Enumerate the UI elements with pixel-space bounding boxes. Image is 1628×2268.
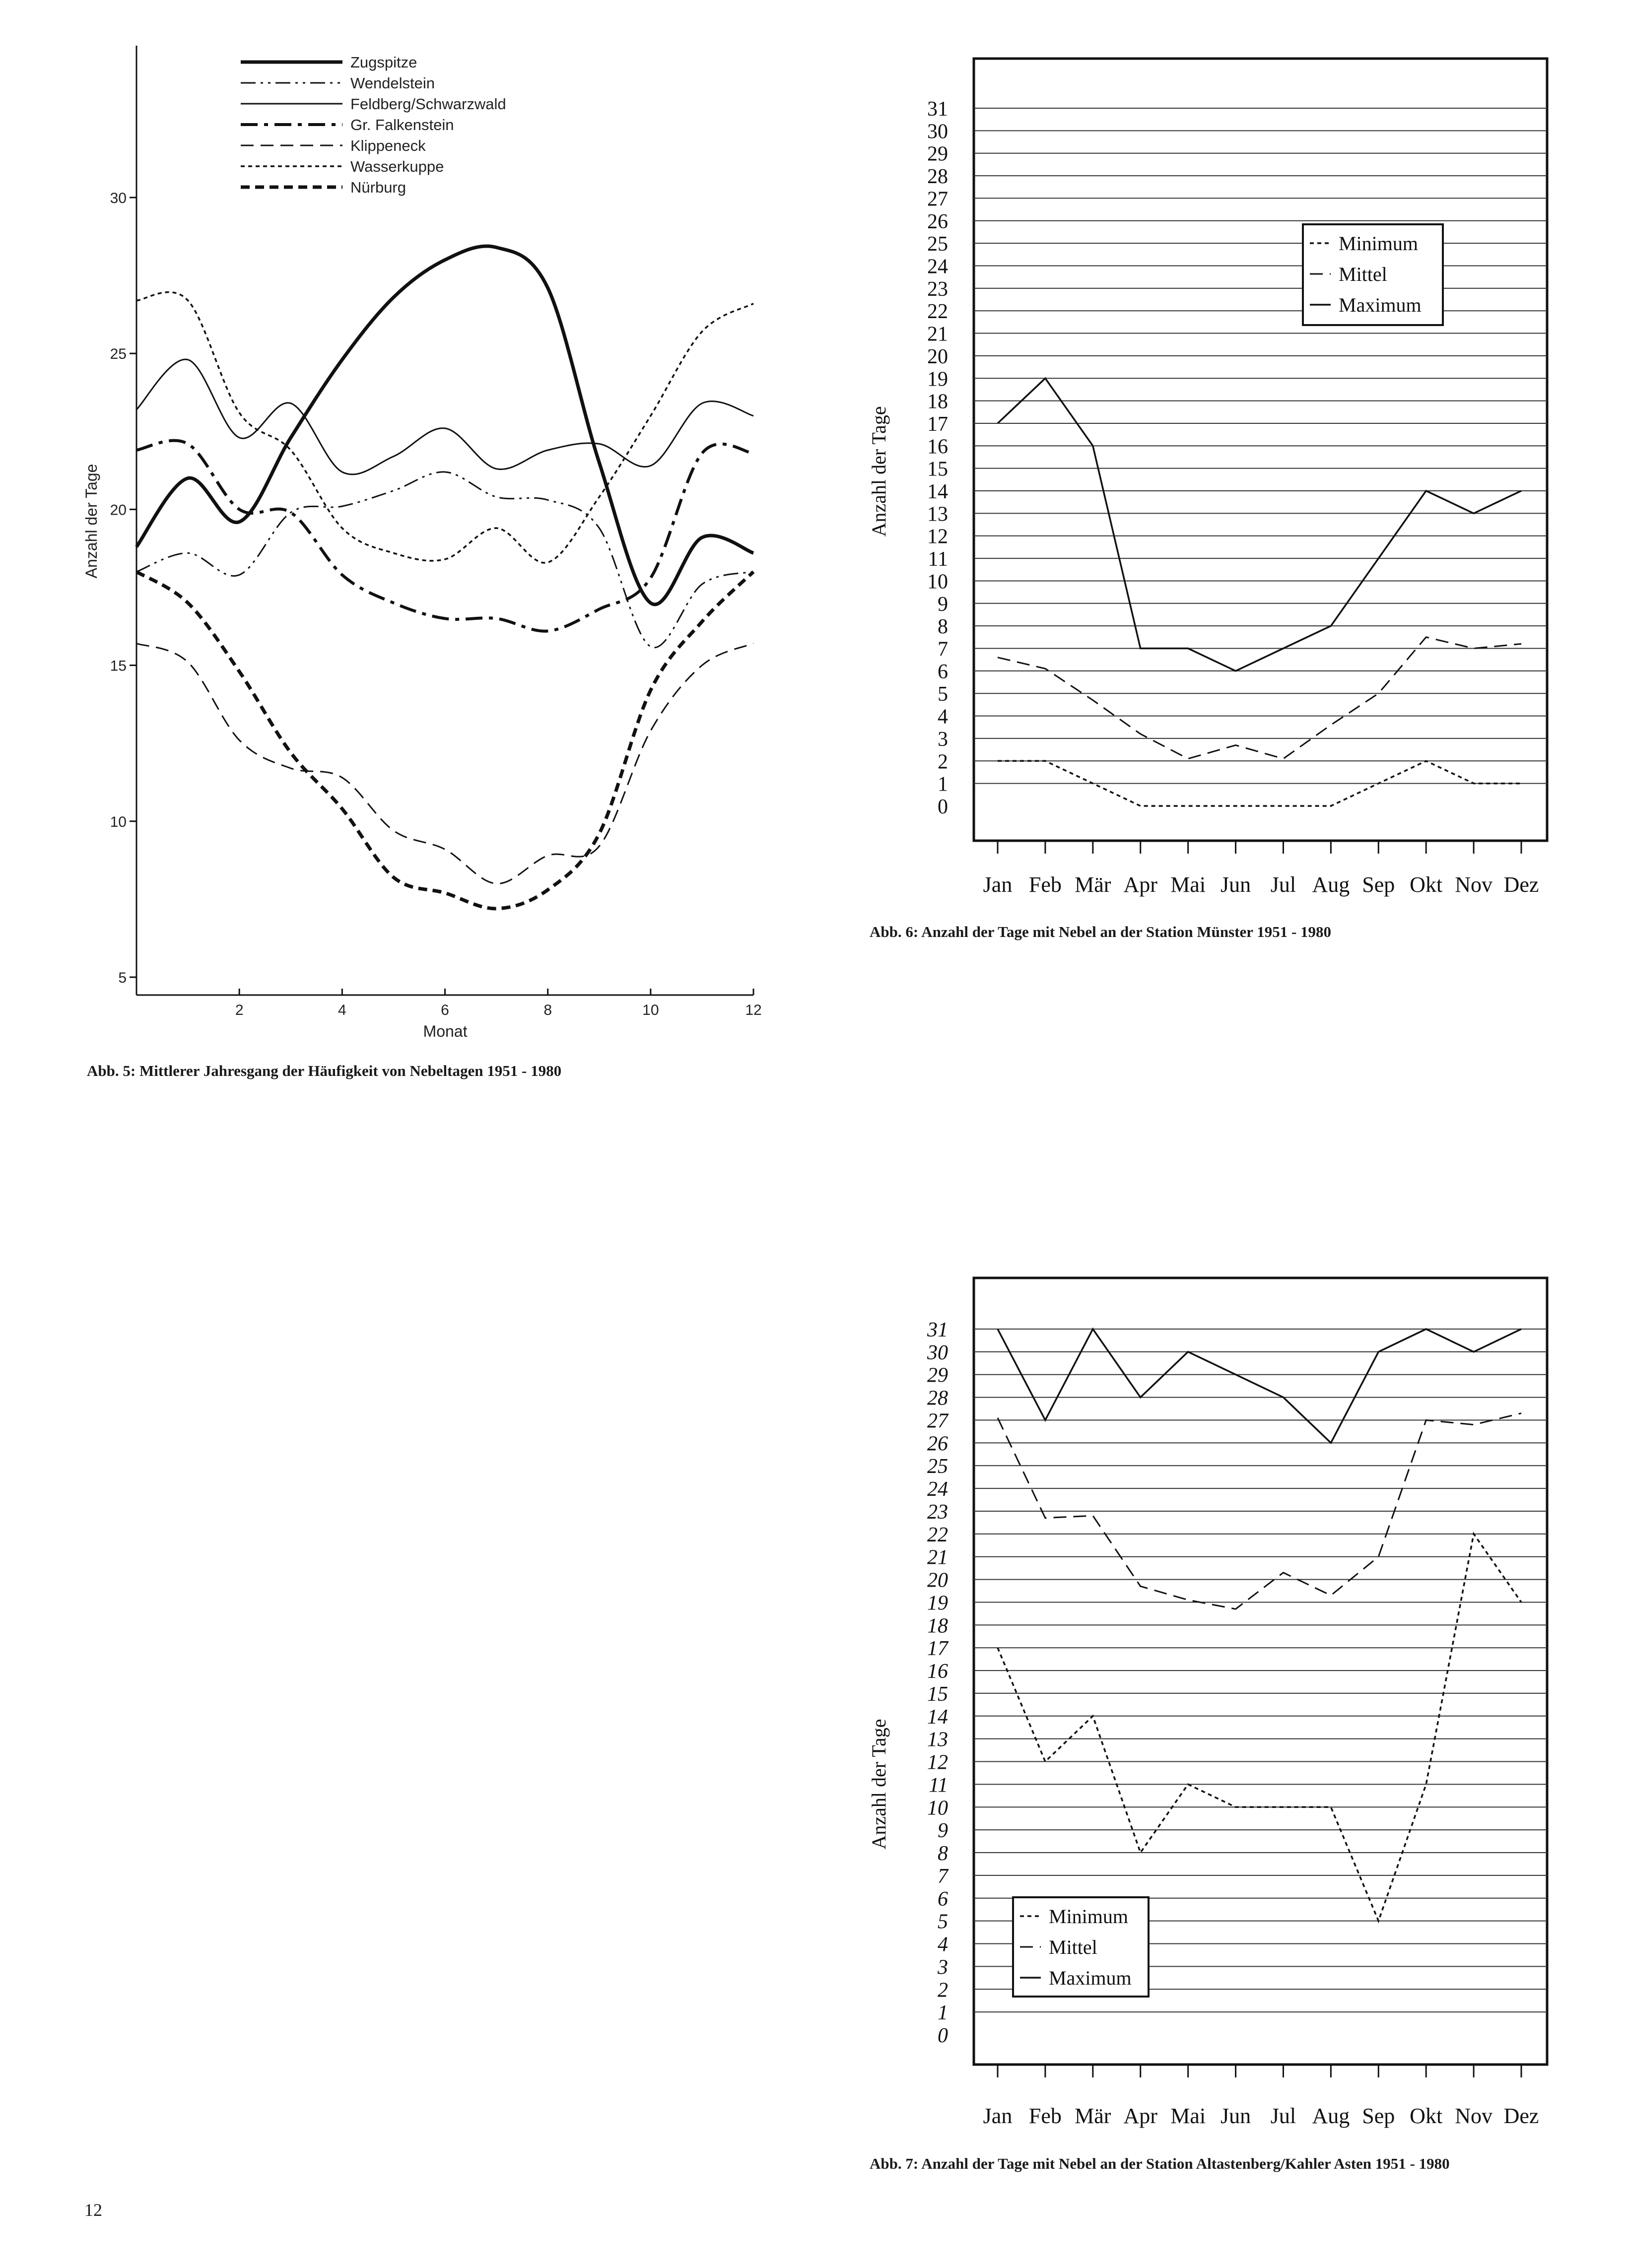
figure7-y-tick-label: 3 <box>938 1956 948 1979</box>
figure7-y-tick-label: 19 <box>927 1592 948 1615</box>
figure7-y-tick-label: 12 <box>927 1751 948 1774</box>
figure6-y-tick-label: 7 <box>938 638 948 661</box>
figure7-y-tick-label: 31 <box>927 1319 948 1341</box>
figure7-y-tick-label: 10 <box>927 1797 948 1820</box>
figure7-y-tick-label: 8 <box>938 1842 948 1866</box>
figure6-y-tick-label: 30 <box>927 120 948 143</box>
figure7-legend <box>1013 1897 1149 1997</box>
figure7-y-tick-label: 7 <box>938 1865 948 1888</box>
figure6-y-tick-label: 21 <box>927 323 948 346</box>
figure6-x-tick-label: Jun <box>1220 872 1251 897</box>
figure7-x-tick-label: Mai <box>1170 2104 1206 2128</box>
figure6-y-tick-label: 4 <box>938 705 948 729</box>
figure6-y-tick-label: 16 <box>927 435 948 459</box>
figure5-y-tick-label: 30 <box>110 190 127 206</box>
figure6-y-tick-label: 1 <box>938 773 948 796</box>
figure7-y-axis-label: Anzahl der Tage <box>868 1719 890 1850</box>
figure6-x-tick-label: Dez <box>1503 872 1539 897</box>
figure6-y-tick-label: 12 <box>927 525 948 548</box>
figure6-x-tick-label: Okt <box>1410 872 1443 897</box>
figure7-y-tick-label: 16 <box>927 1660 948 1683</box>
figure6-x-tick-label: Jul <box>1270 872 1296 897</box>
figure6-legend <box>1303 224 1443 325</box>
figure6-caption: Abb. 6: Anzahl der Tage mit Nebel an der Station Münster 1951 - 1980 <box>870 923 1332 940</box>
figure7-y-tick-label: 15 <box>927 1682 948 1706</box>
figure7-y-tick-label: 13 <box>927 1728 948 1751</box>
figure6-y-tick-label: 19 <box>927 368 948 391</box>
figure6-legend-label-minimum: Minimum <box>1339 232 1419 255</box>
figure7-legend-label-maximum: Maximum <box>1049 1967 1132 1989</box>
figure6-y-tick-label: 18 <box>927 390 948 413</box>
figure7-x-tick-label: Jul <box>1270 2104 1296 2128</box>
figure5-x-tick-label: 8 <box>543 1002 552 1018</box>
figure7-y-tick-label: 0 <box>938 2024 948 2047</box>
figure5-legend-label-wendelstein: Wendelstein <box>350 74 435 92</box>
figure5-legend <box>241 54 506 196</box>
figure6-x-tick-label: Feb <box>1028 872 1062 897</box>
figure6-y-tick-label: 24 <box>927 255 948 278</box>
figure7-y-tick-label: 5 <box>938 1910 948 1934</box>
figure7-chart <box>868 1278 1547 2128</box>
figure6-y-tick-label: 25 <box>927 233 948 256</box>
figure7-x-tick-label: Aug <box>1312 2104 1350 2128</box>
figure7-x-tick-label: Nov <box>1455 2104 1492 2128</box>
figure6-y-tick-label: 6 <box>938 660 948 683</box>
figure7-legend-label-mittel: Mittel <box>1049 1936 1097 1958</box>
figure7-x-tick-label: Okt <box>1410 2104 1443 2128</box>
figure6-y-tick-label: 8 <box>938 615 948 639</box>
figure6-y-tick-label: 15 <box>927 458 948 481</box>
figure6-chart <box>868 59 1547 897</box>
figure6-y-tick-label: 9 <box>938 593 948 616</box>
figure5-caption: Abb. 5: Mittlerer Jahresgang der Häufigkeit von Nebeltagen 1951 - 1980 <box>87 1062 562 1079</box>
figure7-y-tick-label: 6 <box>938 1887 948 1911</box>
figure6-x-tick-label: Mär <box>1075 872 1111 897</box>
page-number: 12 <box>84 2200 102 2220</box>
figure7-y-tick-label: 24 <box>927 1478 948 1501</box>
figure5-x-tick-label: 6 <box>441 1002 449 1018</box>
figure7-x-tick-label: Apr <box>1123 2104 1157 2128</box>
figure6-y-tick-label: 31 <box>927 98 948 121</box>
figure7-y-tick-label: 18 <box>927 1614 948 1638</box>
figure7-y-tick-label: 4 <box>938 1933 948 1956</box>
figure6-y-tick-label: 20 <box>927 345 948 368</box>
figure6-y-tick-label: 13 <box>927 503 948 526</box>
figure7-y-tick-label: 20 <box>927 1569 948 1592</box>
figure5-legend-label-gr-falkenstein: Gr. Falkenstein <box>350 116 454 133</box>
figure6-series-maximum <box>998 378 1521 671</box>
figure7-y-tick-label: 29 <box>927 1364 948 1387</box>
figure7-x-tick-label: Dez <box>1503 2104 1539 2128</box>
figure5-y-tick-label: 10 <box>110 813 127 830</box>
figure6-y-tick-label: 29 <box>927 142 948 166</box>
figure7-y-tick-label: 30 <box>927 1341 948 1364</box>
figure5-series-klippeneck <box>136 644 753 884</box>
figure6-y-tick-label: 0 <box>938 796 948 818</box>
figure7-y-tick-label: 23 <box>927 1500 948 1524</box>
figure5-chart <box>82 46 762 1040</box>
figure5-legend-label-klippeneck: Klippeneck <box>350 137 426 154</box>
figure6-y-tick-label: 23 <box>927 277 948 301</box>
figure5-y-tick-label: 5 <box>118 970 127 986</box>
figure7-y-tick-label: 2 <box>938 1979 948 2002</box>
figure7-y-tick-label: 28 <box>927 1387 948 1410</box>
figure5-x-tick-label: 2 <box>235 1002 244 1018</box>
figure6-y-tick-label: 10 <box>927 570 948 594</box>
figure5-y-axis-label: Anzahl der Tage <box>82 464 100 579</box>
figure6-series-mittel <box>998 637 1521 759</box>
figure7-y-tick-label: 14 <box>927 1705 948 1729</box>
figure5-x-tick-label: 10 <box>642 1002 659 1018</box>
figure7-y-tick-label: 27 <box>927 1409 948 1433</box>
figure7-y-tick-label: 25 <box>927 1455 948 1478</box>
figure7-caption: Abb. 7: Anzahl der Tage mit Nebel an der Station Altastenberg/Kahler Asten 1951 - 1980 <box>870 2155 1450 2172</box>
figure5-series-nürburg <box>136 572 753 909</box>
figure5-legend-label-nürburg: Nürburg <box>350 179 406 196</box>
figure6-x-tick-label: Jan <box>983 872 1013 897</box>
figure7-y-tick-label: 1 <box>938 2001 948 2025</box>
figure6-y-axis-label: Anzahl der Tage <box>868 406 890 537</box>
figure6-x-tick-label: Aug <box>1312 872 1350 897</box>
figure6-x-tick-label: Sep <box>1362 872 1395 897</box>
figure6-y-tick-label: 22 <box>927 300 948 324</box>
figure6-y-tick-label: 11 <box>928 548 948 571</box>
figure6-y-tick-label: 14 <box>927 480 948 504</box>
figure7-y-tick-label: 17 <box>927 1637 948 1661</box>
figure6-x-tick-label: Apr <box>1123 872 1157 897</box>
figure5-legend-label-zugspitze: Zugspitze <box>350 54 417 71</box>
figure6-x-tick-label: Nov <box>1455 872 1492 897</box>
figure7-x-tick-label: Sep <box>1362 2104 1395 2128</box>
figure5-y-tick-label: 20 <box>110 502 127 519</box>
figure6-y-tick-label: 2 <box>938 750 948 774</box>
figure5-y-tick-label: 15 <box>110 658 127 674</box>
figure7-series-minimum <box>998 1534 1521 1921</box>
figure6-y-tick-label: 26 <box>927 210 948 233</box>
figure7-y-tick-label: 11 <box>929 1774 948 1797</box>
figure5-x-tick-label: 4 <box>338 1002 346 1018</box>
figure7-x-tick-label: Jun <box>1220 2104 1251 2128</box>
figure7-x-tick-label: Mär <box>1075 2104 1111 2128</box>
figure6-y-tick-label: 3 <box>938 728 948 751</box>
figure5-x-tick-label: 12 <box>745 1002 762 1018</box>
figure7-y-tick-label: 22 <box>927 1523 948 1546</box>
figure7-y-tick-label: 26 <box>927 1432 948 1456</box>
figure6-legend-label-mittel: Mittel <box>1339 263 1387 285</box>
figure5-legend-label-feldberg-schwarzwald: Feldberg/Schwarzwald <box>350 95 506 113</box>
figure6-y-tick-label: 27 <box>927 188 948 211</box>
figure7-series-maximum <box>998 1329 1521 1443</box>
figure7-x-tick-label: Feb <box>1028 2104 1062 2128</box>
figure6-y-tick-label: 17 <box>927 412 948 436</box>
figure7-legend-label-minimum: Minimum <box>1049 1905 1129 1928</box>
figure6-y-tick-label: 28 <box>927 165 948 189</box>
figure6-x-tick-label: Mai <box>1170 872 1206 897</box>
figure6-legend-label-maximum: Maximum <box>1339 294 1422 316</box>
figure7-x-tick-label: Jan <box>983 2104 1013 2128</box>
figure5-y-tick-label: 25 <box>110 346 127 363</box>
figure5-x-axis-label: Monat <box>423 1022 468 1040</box>
figure5-series-zugspitze <box>136 246 753 604</box>
figure7-y-tick-label: 9 <box>938 1819 948 1843</box>
figure5-legend-label-wasserkuppe: Wasserkuppe <box>350 158 444 175</box>
figure5-series-feldberg-schwarzwald <box>136 359 753 474</box>
figure6-y-tick-label: 5 <box>938 683 948 706</box>
figure7-y-tick-label: 21 <box>927 1546 948 1569</box>
